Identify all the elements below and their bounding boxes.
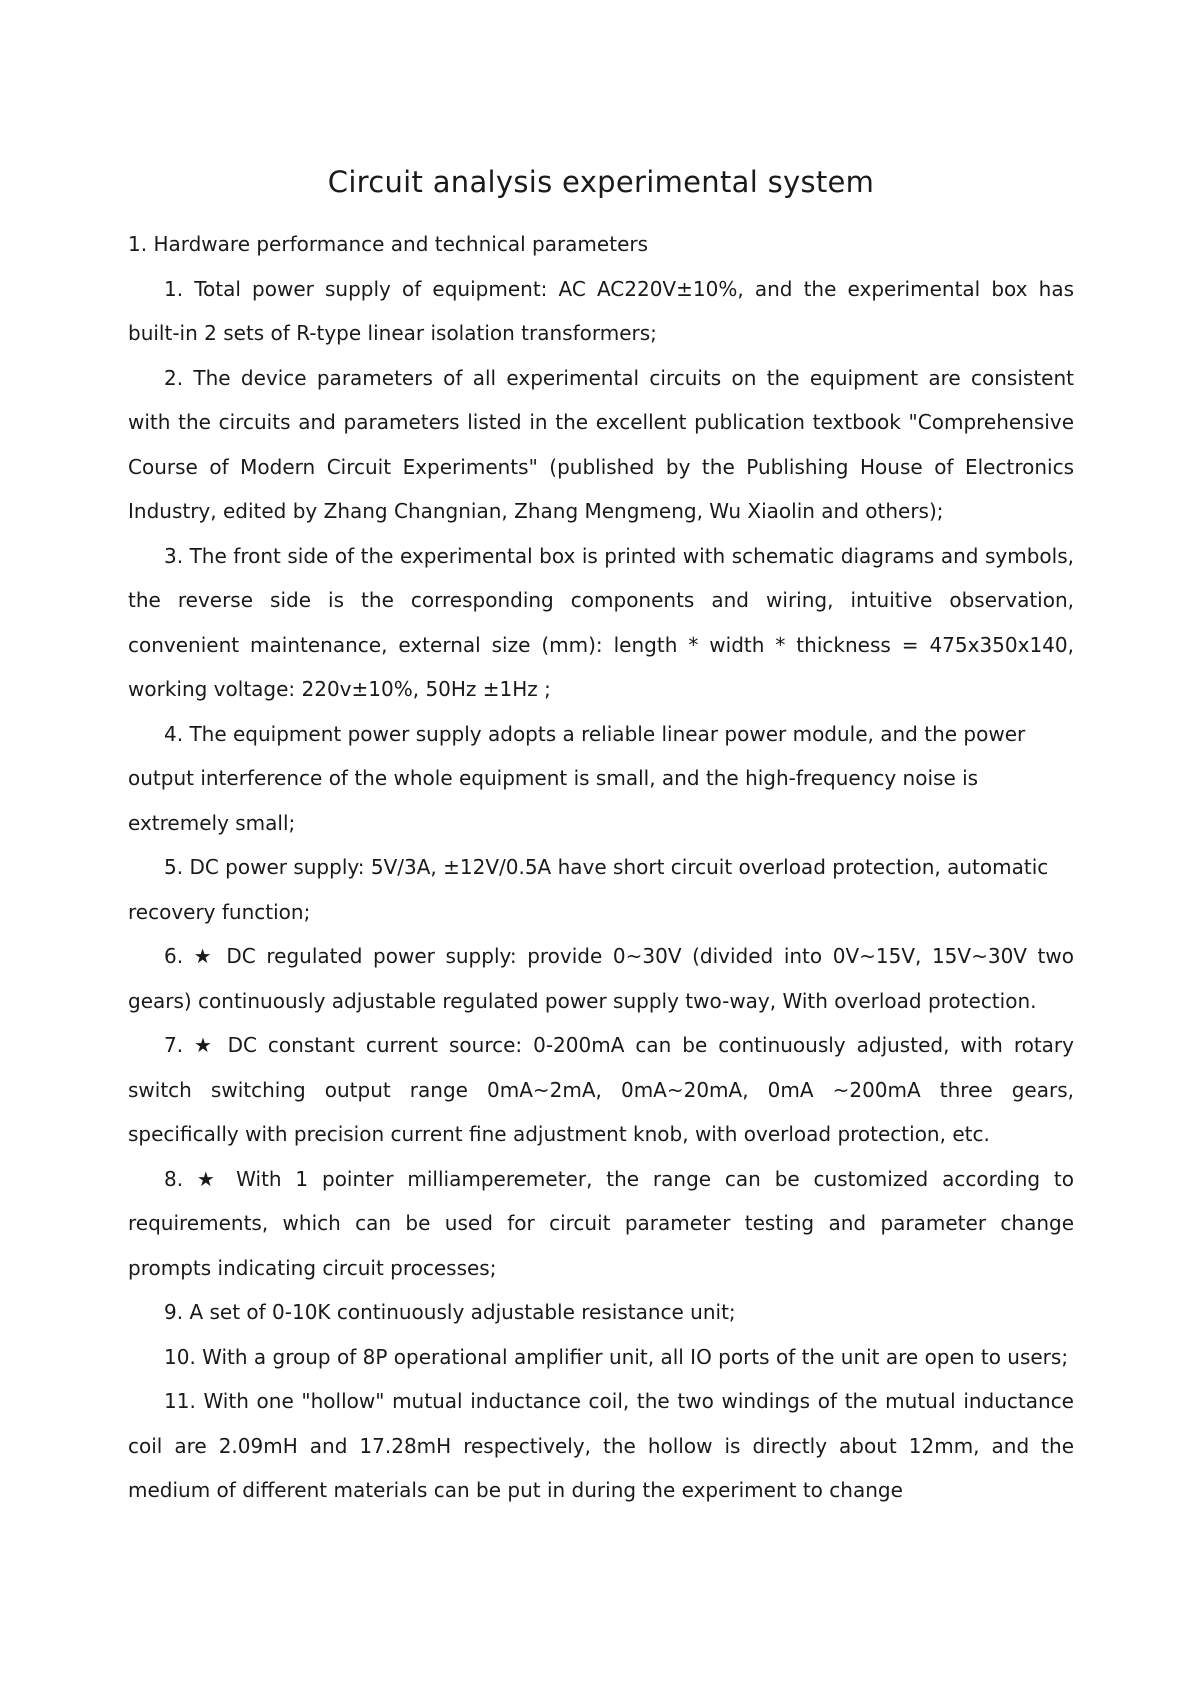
list-item: 9. A set of 0-10K continuously adjustable resistance unit; [164, 1300, 736, 1324]
list-item: 2. The device parameters of all experimental circuits on the equipment are consistent with the circuits and parameters listed in the excellent publication textbook "Comprehensive Course of Modern Circuit Experiments" (published by the Publishing House of Electronics Industry, edited by Zhang Changnian, Zhang Mengmeng, Wu Xiaolin and others); [128, 365, 1074, 523]
document-title: Circuit analysis experimental system [327, 165, 875, 199]
list-item: 4. The equipment power supply adopts a reliable linear power module, and the power output interference of the whole equipment is small, and the high-frequency noise is extremely small; [128, 721, 1026, 835]
list-item: 3. The front side of the experimental box is printed with schematic diagrams and symbols, the reverse side is the corresponding components and wiring, intuitive observation, convenient maintenance, external size (mm): length * width * thickness = 475x350x140, working voltage: 220v±10%, 50Hz ±1Hz ; [128, 543, 1074, 701]
section-heading: 1. Hardware performance and technical parameters [128, 232, 649, 256]
list-item: 1. Total power supply of equipment: AC AC220V±10%, and the experimental box has built-in 2 sets of R-type linear isolation transformers; [128, 276, 1074, 345]
list-item: 5. DC power supply: 5V/3A, ±12V/0.5A have short circuit overload protection, automatic recovery function; [128, 855, 1049, 924]
list-item: 7. ★ DC constant current source: 0-200mA can be continuously adjusted, with rotary switch switching output range 0mA~2mA, 0mA~20mA, 0mA ~200mA three gears, specifically with precision current fine adjustment knob, with overload protection, etc. [128, 1033, 1074, 1146]
list-item: 10. With a group of 8P operational amplifier unit, all IO ports of the unit are open to users; [164, 1344, 1069, 1369]
list-item: 6. ★ DC regulated power supply: provide 0~30V (divided into 0V~15V, 15V~30V two gears) continuously adjustable regulated power supply two-way, With overload protection. [128, 944, 1074, 1013]
document-page [128, 160, 1074, 1513]
list-item: 11. With one "hollow" mutual inductance coil, the two windings of the mutual inductance coil are 2.09mH and 17.28mH respectively, the hollow is directly about 12mm, and the medium of different materials can be put in during the experiment to change [128, 1389, 1074, 1502]
list-item: 8. ★ With 1 pointer milliamperemeter, the range can be customized according to requirements, which can be used for circuit parameter testing and parameter change prompts indicating circuit processes; [128, 1166, 1074, 1280]
